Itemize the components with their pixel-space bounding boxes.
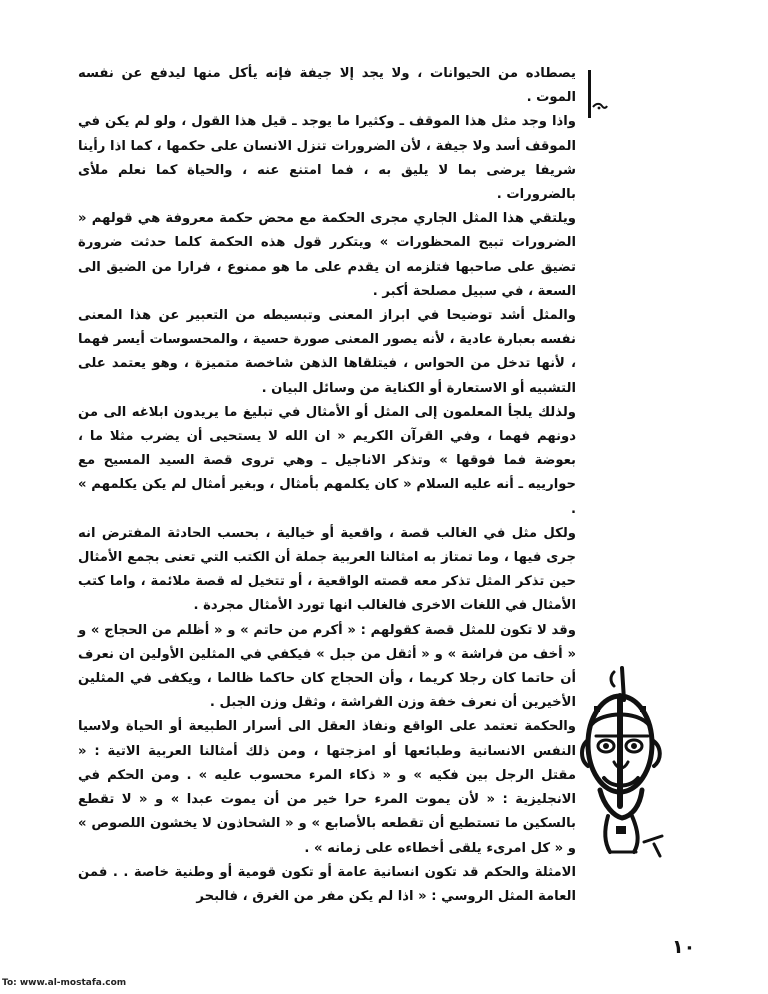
face-sketch-illustration [574, 666, 670, 862]
paragraph-3: ويلتقي هذا المثل الجاري مجرى الحكمة مع محض حكمة معروفة هي قولهم « الضرورات تبيح المحظورات » ويتكرر قول هذه الحكمة كلما حدثت ضرورة تضيق على صاحبها فتلزمه ان يقدم على ما هو ممنوع ، فرارا من الضيق الى السعة ، في سبيل مصلحة أكبر . [78, 211, 576, 299]
margin-rule [588, 70, 591, 118]
paragraph-1: يصطاده من الحيوانات ، ولا يجد إلا جيفة فإنه يأكل منها ليدفع عن نفسه الموت . [78, 66, 576, 106]
footer-url: To: www.al-mostafa.com [2, 978, 127, 988]
paragraph-4: والمثل أشد توضيحا في ابراز المعنى وتبسيطه من التعبير عن هذا المعنى نفسه بعبارة عادية ، لأنه يصور المعنى صورة حسية ، والمحسوسات أيسر فهما ، لأنها تدخل من الحواس ، فيتلقاها الذهن شاخصة متميزة ، وهو يعتمد على التشبيه أو الاستعارة أو الكناية من وسائل البيان . [78, 308, 576, 396]
paragraph-9: الامثلة والحكم قد تكون انسانية عامة أو تكون قومية أو وطنية خاصة . . فمن العامة المثل الروسي : « اذا لم يكن مفر من الغرق ، فالبحر [78, 864, 576, 904]
paragraph-2: واذا وجد مثل هذا الموقف ـ وكثيرا ما يوجد ـ قيل هذا القول ، ولو لم يكن في الموقف أسد ولا جيفة ، لأن الضرورات تنزل الانسان على حكمها ، كما اذا رأينا شريفا يرضى بما لا يليق به ، فما امتنع عنه ، والحياة كما نعلم ملأى بالضرورات . [78, 114, 576, 203]
body-text [78, 62, 576, 909]
page-number: ١٠ [672, 936, 696, 958]
paragraph-6: ولكل مثل في الغالب قصة ، واقعية أو خيالية ، بحسب الحادثة المفترض انه جرى فيها ، وما تمتاز به امثالنا العربية جملة أن الكتب التي تعنى بجمع الأمثال حين تذكر المثل تذكر معه قصته الواقعية ، أو تتخيل له قصة ملائمة ، واما كتب الأمثال في اللغات الاخرى فالغالب انها تورد الأمثال مجردة . [78, 525, 576, 614]
paragraph-7: وقد لا تكون للمثل قصة كقولهم : « أكرم من حاتم » و « أظلم من الحجاج » و « أخف من فراشة » و « أثقل من جبل » فيكفي في المثلين الأولين ان نعرف أن حاتما كان رجلا كريما ، وأن الحجاج كان حاكما ظالما ، ويكفى في المثلين الأخيرين أن نعرف خفة وزن الفراشة ، وثقل وزن الجبل . [78, 622, 576, 711]
paragraph-5: ولذلك يلجأ المعلمون إلى المثل أو الأمثال في تبليغ ما يريدون ابلاغه الى من دونهم فهما ، وفي القرآن الكريم « ان الله لا يستحيى أن يضرب مثلا ما ، بعوضة فما فوقها » وتذكر الاناجيل ـ وهي تروى قصة السيد المسيح مع حوارييه ـ أنه عليه السلام « كان يكلمهم بأمثال ، وبغير أمثال لم يكن يكلمهم » . [78, 404, 576, 517]
margin-ornament-icon [592, 102, 608, 112]
paragraph-8: والحكمة تعتمد على الواقع ونفاذ العقل الى أسرار الطبيعة أو الحياة ولاسيا النفس الانسانية وطبائعها أو امزجتها ، ومن ذلك أمثالنا العربية الاتية : « مقتل الرجل بين فكيه » و « ذكاء المرء محسوب عليه » . ومن الحكم في الانجليزية : « لأن يموت المرء حرا خير من أن يموت عبدا » و « لا تقطع بالسكين ما تستطيع أن تقطعه بالأصابع » و « الشحاذون لا يخشون اللصوص » و « كل امرىء يلقى أخطاءه على زمانه » . [78, 719, 576, 856]
